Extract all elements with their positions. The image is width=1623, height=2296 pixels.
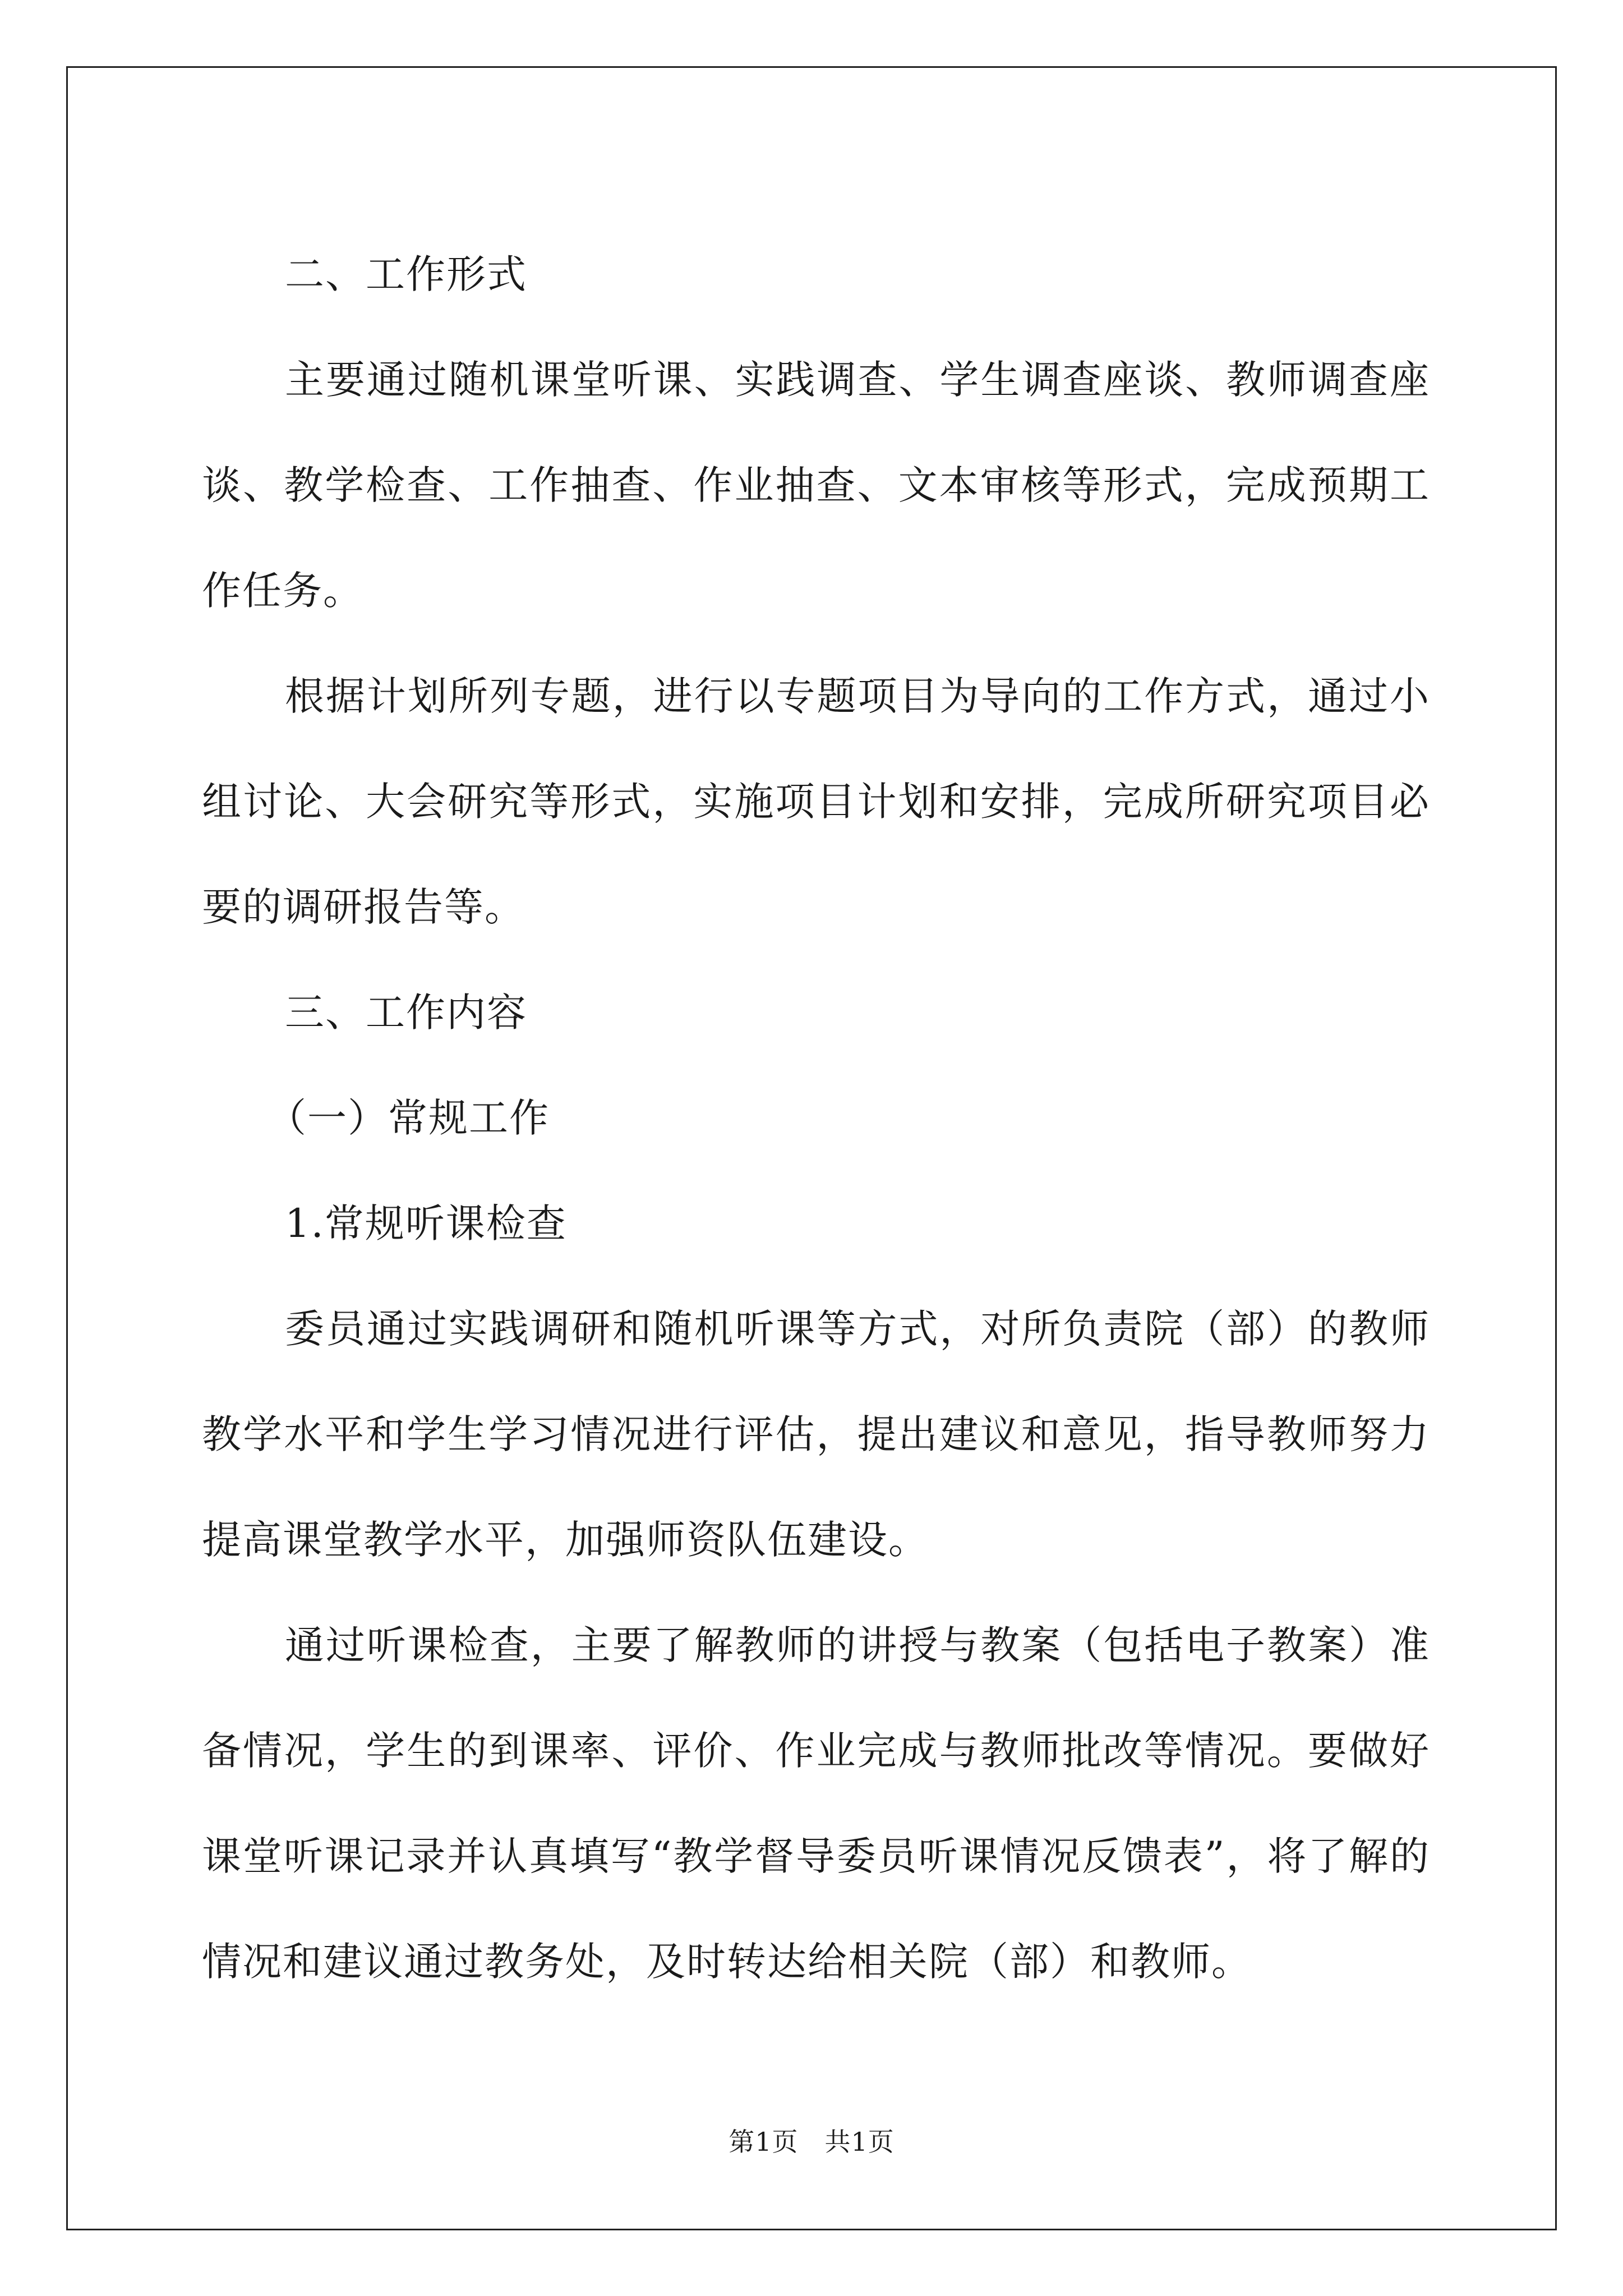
- paragraph-work-form-methods: 主要通过随机课堂听课、实践调查、学生调查座谈、教师调查座谈、教学检查、工作抽查、作业抽查、文本审核等形式，完成预期工作任务。: [202, 357, 1430, 614]
- subsection-heading-routine-work: （一）常规工作: [267, 1095, 550, 1141]
- section-heading-work-form: 二、工作形式: [285, 251, 527, 297]
- document-body: [202, 222, 1430, 2014]
- paragraph-committee-evaluation: 委员通过实践调研和随机听课等方式，对所负责院（部）的教师教学水平和学生学习情况进行评估，提出建议和意见，指导教师努力提高课堂教学水平，加强师资队伍建设。: [202, 1306, 1430, 1563]
- paragraph-work-form-projects: 根据计划所列专题，进行以专题项目为导向的工作方式，通过小组讨论、大会研究等形式，实施项目计划和安排，完成所研究项目必要的调研报告等。: [202, 673, 1430, 930]
- page-number-footer: 第1页 共1页: [728, 2127, 895, 2157]
- paragraph-inspection-details: 通过听课检查，主要了解教师的讲授与教案（包括电子教案）准备情况，学生的到课率、评价、作业完成与教师批改等情况。要做好课堂听课记录并认真填写“教学督导委员听课情况反馈表”，将了解的情况和建议通过教务处，及时转达给相关院（部）和教师。: [202, 1622, 1430, 1985]
- item-heading-routine-inspection: 1.常规听课检查: [285, 1200, 567, 1246]
- section-heading-work-content: 三、工作内容: [285, 990, 527, 1036]
